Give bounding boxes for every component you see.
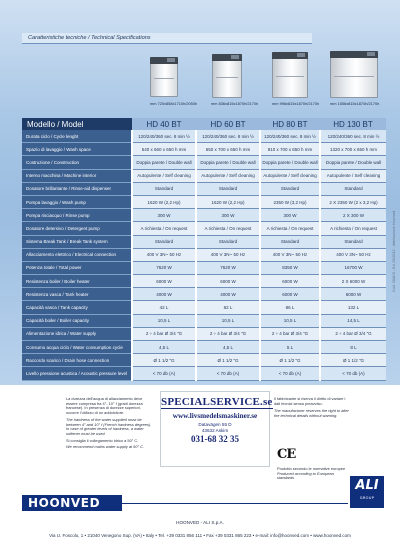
table-row	[22, 235, 386, 248]
spec-value: 8350 W	[260, 261, 320, 274]
spec-value: Doppia parete / Double wall	[260, 156, 320, 169]
contact-line: Via U. Foscolo, 1 • 21040 Venegono Sup. (VA) • Italy • Tel. +39 0331 856 111 • Fax +39 0331 865 223 • e-mail: info@hoonved.com • www.hoonved.com	[49, 533, 351, 538]
dealer-name: SPECIALSERVICE.se	[161, 396, 273, 408]
company-name: HOONVED - ALI S.p.A.	[176, 520, 224, 525]
ce-note-en: Produced according to European standards	[277, 470, 334, 481]
spec-label: Interno macchina / Machine interior	[22, 169, 132, 182]
spec-value: 6000 W	[260, 275, 320, 288]
spec-value: < 70 db (A)	[132, 367, 196, 380]
table-row	[22, 261, 386, 274]
spec-value: 540 x 660 x 650 h mm	[132, 143, 196, 156]
table-row	[22, 182, 386, 195]
spec-value: 2 ÷ 4 bar Ø 3/4 "G	[260, 327, 320, 340]
spec-value: 6000 W	[320, 288, 386, 301]
spec-value: Standard	[260, 235, 320, 248]
model-name: HD 80 BT	[260, 118, 320, 130]
spec-value: 10,5 L	[196, 314, 260, 327]
spec-label: Livello pressione acustica / Acoustic pressure level	[22, 367, 132, 380]
spec-label: Costruzione / Construction	[22, 156, 132, 169]
note-it: La durezza dell'acqua di allacciamento deve essere compresa fra 4°- 10° f (gradi durezza francese). In presenza di durezze superiori, occorre l'utilizzo di un addolcitore.	[66, 396, 143, 416]
table-row	[22, 327, 386, 340]
model-name: HD 40 BT	[132, 118, 196, 130]
spec-value: Ø 1 1/2 "G	[320, 354, 386, 367]
model-header: Modello / Model	[22, 118, 132, 130]
hoonved-logo	[22, 495, 122, 511]
note-it-2: Si consiglia il collegamento idrico a 50° C.	[66, 437, 139, 443]
spec-value: 14,5 L	[320, 314, 386, 327]
spec-value: 5 L	[260, 341, 320, 354]
spec-value: 4000 W	[196, 288, 260, 301]
spec-value: 650 x 700 x 650 h mm	[196, 143, 260, 156]
spec-value: 42 L	[132, 301, 196, 314]
spec-value: 400 V 3N~ 50 Hz	[260, 248, 320, 261]
spec-value: Doppia parete / Double wall	[132, 156, 196, 169]
hoonved-logo-text: HOONVED	[28, 496, 101, 510]
specs-table	[22, 118, 386, 381]
spec-value: 400 V 3N~ 50 Hz	[196, 248, 260, 261]
spec-value: Standard	[320, 182, 386, 195]
note-en: The hardness of the water supplied must be between 4° and 10° f (French hardness degrees). In case of greater levels of hardness, a water softener must be used.	[66, 416, 152, 436]
spec-value: Autopulente / Self cleaning	[320, 169, 386, 182]
spec-value: < 70 db (A)	[320, 367, 386, 380]
spec-value: 8 L	[320, 341, 386, 354]
spec-value: 2 ÷ 4 bar Ø 3/4 "G	[196, 327, 260, 340]
spec-value: A richiesta / On request	[260, 222, 320, 235]
spec-value: 2 ÷ 4 bar Ø 3/4 "G	[132, 327, 196, 340]
model-name: HD 130 BT	[320, 118, 386, 130]
spec-value: < 70 db (A)	[260, 367, 320, 380]
spec-value: Standard	[132, 182, 196, 195]
spec-label: Pompa lavaggio / Wash pump	[22, 195, 132, 208]
table-row	[22, 314, 386, 327]
spec-value: 2 X 300 W	[320, 209, 386, 222]
table-row	[22, 301, 386, 314]
spec-value: 6000 W	[132, 275, 196, 288]
spec-label: Potenza totale / Total power	[22, 261, 132, 274]
spec-label: Resistenza vasca / Tank heater	[22, 288, 132, 301]
table-row	[22, 367, 386, 380]
spec-value: 120/240/360 sec. 8 min ½	[260, 130, 320, 143]
spec-value: 7620 W	[132, 261, 196, 274]
spec-label: Alimentazione idrica / Water supply	[22, 327, 132, 340]
ali-group-logo	[350, 476, 384, 508]
spec-label: Dosatore detersivo / Detergent pump	[22, 222, 132, 235]
spec-value: 300 W	[196, 209, 260, 222]
ce-mark-icon: CE	[277, 447, 296, 462]
spec-value: 1620 W (2,2 Hp)	[132, 195, 196, 208]
table-row	[22, 354, 386, 367]
spec-value: 120/240/360 sec. 8 min ½	[132, 130, 196, 143]
product-dims-hd60: mm 836x815x1870h/2170h	[211, 101, 259, 106]
spec-value: Ø 1 1/2 "G	[196, 354, 260, 367]
spec-value: Autopulente / Self cleaning	[196, 169, 260, 182]
spec-value: 400 V 3N~ 50 Hz	[320, 248, 386, 261]
table-row	[22, 156, 386, 169]
ce-note	[277, 467, 349, 481]
ali-logo-caption: GROUP	[359, 496, 375, 500]
spec-value: Standard	[320, 235, 386, 248]
table-row	[22, 275, 386, 288]
spec-value: 300 W	[260, 209, 320, 222]
spec-label: Dosatore brillantante / Rinse-aid dispenser	[22, 182, 132, 195]
spec-label: Capacità vasca / Tank capacity	[22, 301, 132, 314]
spec-label: Sistema Break Tank / Break Tank system	[22, 235, 132, 248]
footer-rule	[122, 503, 348, 504]
spec-value: Standard	[196, 235, 260, 248]
product-image-hd130	[330, 51, 378, 98]
spec-label: Pompa risciacquo / Rinse pump	[22, 209, 132, 222]
spec-value: 6000 W	[196, 275, 260, 288]
spec-value: Standard	[196, 182, 260, 195]
spec-value: 1620 W (2,2 Hp)	[196, 195, 260, 208]
spec-value: A richiesta / On request	[196, 222, 260, 235]
table-row	[22, 195, 386, 208]
spec-label: Capacità boiler / Boiler capacity	[22, 314, 132, 327]
product-image-hd80	[272, 52, 308, 98]
table-header-row	[22, 118, 386, 130]
table-row	[22, 209, 386, 222]
spec-value: 4,5 L	[196, 341, 260, 354]
note-right-en: The manufacturer reserves the right to alter the technical details without warning.	[274, 408, 349, 419]
spec-value: 10,5 L	[132, 314, 196, 327]
spec-value: Ø 1 1/2 "G	[132, 354, 196, 367]
spec-value: 4000 W	[132, 288, 196, 301]
spec-value: 1320 x 700 x 650 h mm	[320, 143, 386, 156]
product-image-hd60	[212, 54, 242, 98]
spec-value: A richiesta / On request	[132, 222, 196, 235]
spec-label: Allacciamento elettrico / Electrical connection	[22, 248, 132, 261]
note-right-it: Il fabbricante si riserva il diritto di variare i dati tecnici senza preavviso.	[274, 396, 346, 406]
product-dims-hd130: mm 1556x815x1870h/2170h	[330, 101, 380, 106]
spec-value: 2 ÷ 4 bar Ø 3/4 "G	[320, 327, 386, 340]
spec-value: 120/240/360 sec. 8 min ½	[320, 130, 386, 143]
spec-value: 2350 W (3,2 Hp)	[260, 195, 320, 208]
spec-value: 132 L	[320, 301, 386, 314]
product-dims-hd80: mm 996x815x1870h/2170h	[272, 101, 320, 106]
spec-value: Autopulente / Self cleaning	[260, 169, 320, 182]
spec-value: 82 L	[196, 301, 260, 314]
spec-value: Doppia parete / Double wall	[320, 156, 386, 169]
spec-value: 7620 W	[196, 261, 260, 274]
spec-label: Spazio di lavaggio / Wash space	[22, 143, 132, 156]
table-row	[22, 288, 386, 301]
table-row	[22, 169, 386, 182]
product-image-hd40	[150, 57, 178, 97]
spec-value: Ø 1 1/2 "G	[260, 354, 320, 367]
spec-value: 16700 W	[320, 261, 386, 274]
spec-value: 6000 W	[260, 288, 320, 301]
table-row	[22, 143, 386, 156]
table-row	[22, 130, 386, 143]
ce-note-it: Prodotto secondo le normative europee	[277, 466, 346, 471]
spec-value: 10,5 L	[260, 314, 320, 327]
spec-label: Raccordo scarico / Drain hose connection	[22, 354, 132, 367]
product-dims-hd40: mm 720x858x1710h/2050h	[150, 101, 198, 106]
table-row	[22, 341, 386, 354]
water-hardness-note	[66, 397, 154, 452]
model-name: HD 60 BT	[196, 118, 260, 130]
ali-logo-text: ALI	[355, 478, 379, 493]
spec-label: Resistenza boiler / Boiler heater	[22, 275, 132, 288]
spec-value: 400 V 3N~ 50 Hz	[132, 248, 196, 261]
note-en-2: We recommend mains water supply at 50° C.	[66, 444, 145, 450]
manufacturer-note	[274, 397, 352, 422]
spec-value: < 70 db (A)	[196, 367, 260, 380]
dealer-website[interactable]: www.livsmedelsmaskiner.se	[172, 412, 258, 420]
dealer-street: Datavägen 55 D	[198, 422, 232, 427]
dealer-city: 43632 Askim	[201, 427, 229, 433]
spec-value: 120/240/360 sec. 8 min ½	[196, 130, 260, 143]
table-row	[22, 222, 386, 235]
spec-value: 86 L	[260, 301, 320, 314]
spec-value: Doppia parete / Double wall	[196, 156, 260, 169]
spec-value: 4,5 L	[132, 341, 196, 354]
spec-value: Standard	[132, 235, 196, 248]
spec-value: 810 x 700 x 650 h mm	[260, 143, 320, 156]
spec-value: A richiesta / On request	[320, 222, 386, 235]
dealer-phone: 031-68 32 35	[191, 434, 239, 444]
spec-value: 2 X 6000 W	[320, 275, 386, 288]
spec-value: Autopulente / Self cleaning	[132, 169, 196, 182]
section-title: Caratteristiche tecniche / Technical Specifications	[22, 33, 312, 44]
spec-value: Standard	[260, 182, 320, 195]
spec-value: 2 X 2350 W (2 x 3,2 Hp)	[320, 195, 386, 208]
spec-label: Durata ciclo / Cycle lenght	[22, 130, 132, 143]
side-code: Cod. 3SAH3 - Ed. 09/2012 - distribuzione Hoonved	[392, 210, 396, 292]
spec-value: 300 W	[132, 209, 196, 222]
spec-label: Consumo acqua ciclo / Water consumption cycle	[22, 341, 132, 354]
dealer-stamp	[160, 391, 273, 467]
table-row	[22, 248, 386, 261]
